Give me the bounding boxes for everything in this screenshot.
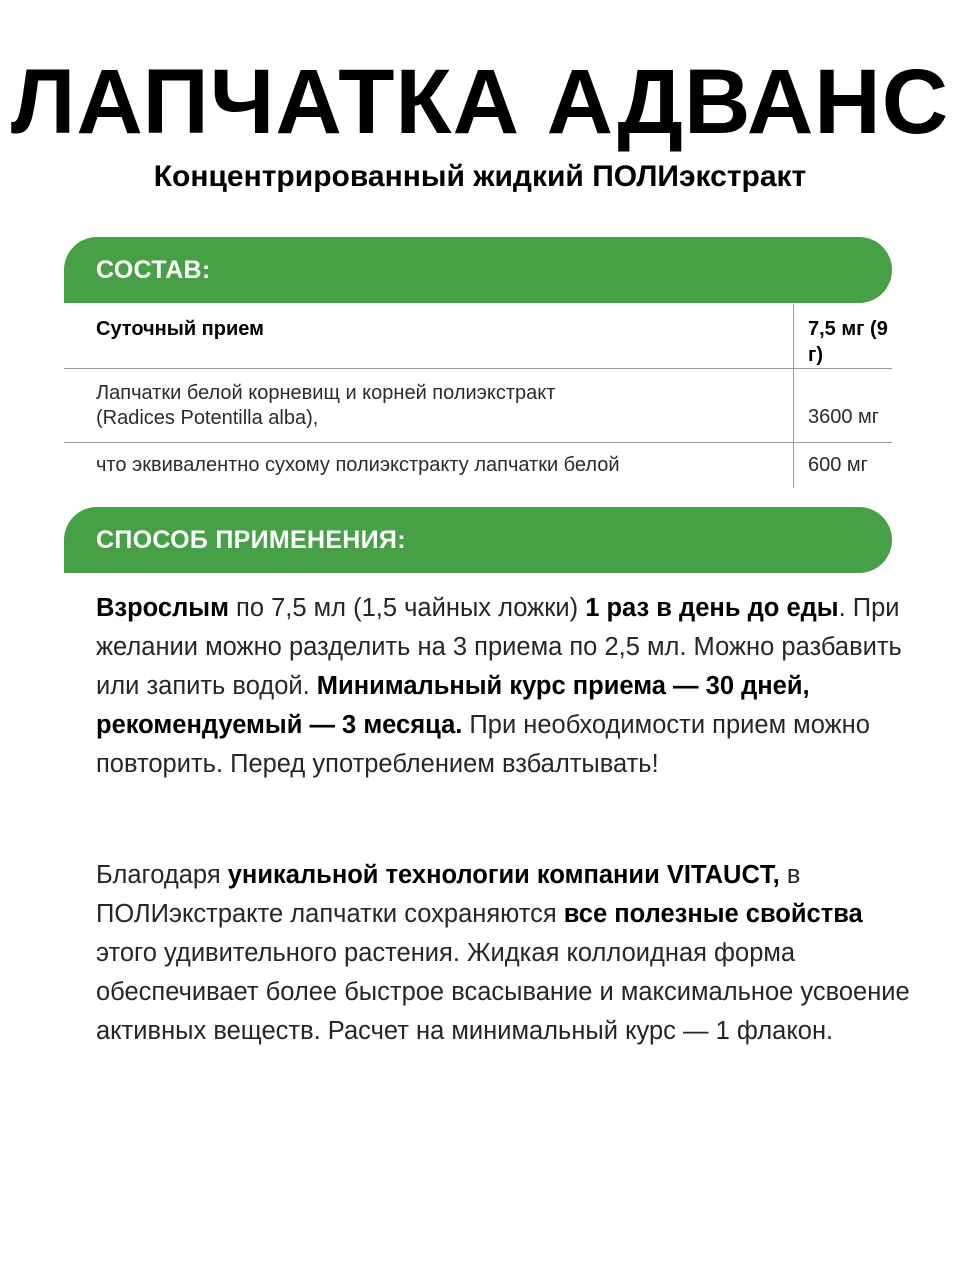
composition-header [64,237,892,303]
product-subtitle: Концентрированный жидкий ПОЛИэкстракт [153,160,807,193]
text-segment: по 7,5 мл (1,5 чайных ложки) [228,594,586,622]
composition-table [64,304,892,488]
usage-label: СПОСОБ ПРИМЕНЕНИЯ: [96,526,406,554]
text-segment: Минимальный курс приема — 30 дней, рекомендуемый — 3 месяца. [96,672,810,739]
daily-intake-label: Суточный прием [96,318,264,340]
ingredient-name-line1: Лапчатки белой корневищ и корней полиэкстракт [96,382,556,404]
product-title: ЛАПЧАТКА АДВАНС [10,51,950,153]
text-segment: Взрослым [96,594,229,622]
table-row [64,443,892,489]
ingredient-amount: 3600 мг [808,406,880,428]
text-segment: в ПОЛИэкстракте лапчатки сохраняются [96,861,801,928]
daily-intake-value: 7,5 мг (9 г) [808,318,888,366]
usage-header [64,507,892,573]
technology-paragraph [96,856,916,1051]
text-segment: При необходимости прием можно повторить. Перед употреблением взбалтывать! [96,711,870,778]
equivalent-label: что эквивалентно сухому полиэкстракту лапчатки белой [96,454,620,476]
composition-label: СОСТАВ: [96,256,211,284]
text-segment: все полезные свойства [563,900,863,928]
text-segment: уникальной технологии компании VITAUCT, [227,861,780,889]
text-segment: этого удивительного растения. Жидкая коллоидная форма обеспечивает более быстрое всасывание и максимальное усвоение активных веществ. Расчет на минимальный курс — 1 флакон. [96,939,910,1045]
text-segment: . При желании можно разделить на 3 приема по 2,5 мл. Можно разбавить или запить водой. [96,594,902,700]
table-row [64,304,892,369]
text-segment: 1 раз в день до еды [585,594,839,622]
ingredient-name-line2: (Radices Potentilla alba), [96,407,319,429]
equivalent-amount: 600 мг [808,454,868,476]
table-row [64,369,892,443]
text-segment: Благодаря [96,861,228,889]
usage-paragraph [96,589,916,784]
